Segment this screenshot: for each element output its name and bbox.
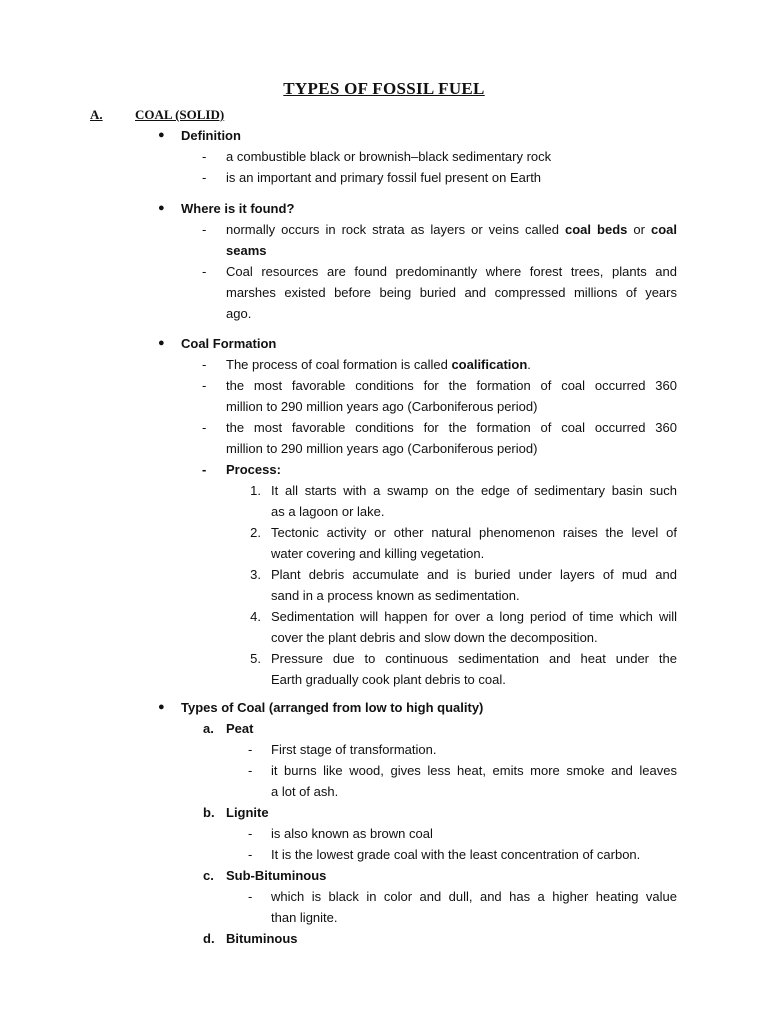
step-line: Plant debris accumulate and is buried under layers of mud and	[271, 567, 677, 582]
peat-item-line: it burns like wood, gives less heat, emits more smoke and leaves	[271, 763, 677, 778]
formation-item-line: million to 290 million years ago (Carboniferous period)	[226, 441, 538, 456]
where-block	[0, 198, 768, 324]
formation-item-line	[226, 354, 677, 375]
dash-marker: -	[202, 420, 207, 435]
type-name-lignite: Lignite	[226, 805, 269, 820]
definition-heading: Definition	[181, 128, 241, 143]
step-number: 1.	[250, 483, 261, 498]
step-line: cover the plant debris and slow down the decomposition.	[271, 630, 598, 645]
step-line: Pressure due to continuous sedimentation and heat under the	[271, 651, 677, 666]
where-item-line	[226, 240, 677, 261]
text-run: normally occurs in rock strata as layers or veins called	[226, 222, 566, 237]
type-letter: b.	[203, 805, 215, 820]
text-run: .	[527, 357, 531, 372]
dash-marker: -	[202, 149, 207, 164]
types-heading: Types of Coal (arranged from low to high quality)	[181, 700, 484, 715]
types-block	[0, 697, 768, 949]
section-letter: A.	[90, 107, 103, 122]
where-item-line: ago.	[226, 306, 252, 321]
dash-marker: -	[202, 462, 207, 477]
formation-heading: Coal Formation	[181, 336, 277, 351]
bold-term: coal	[650, 222, 677, 237]
step-line: water covering and killing vegetation.	[271, 546, 485, 561]
type-letter: a.	[203, 721, 214, 736]
peat-item-line: First stage of transformation.	[271, 742, 437, 757]
subbit-item-line: than lignite.	[271, 910, 338, 925]
bullet-icon: ●	[158, 202, 165, 214]
lignite-item-line: is also known as brown coal	[271, 826, 433, 841]
dash-marker: -	[202, 222, 207, 237]
formation-block	[0, 333, 768, 690]
step-line: Sedimentation will happen for over a long period of time which will	[271, 609, 677, 624]
type-name-peat: Peat	[226, 721, 254, 736]
dash-marker: -	[248, 847, 253, 862]
step-number: 5.	[250, 651, 261, 666]
bullet-icon: ●	[158, 337, 165, 349]
dash-marker: -	[248, 889, 253, 904]
type-letter: c.	[203, 868, 214, 883]
step-line: as a lagoon or lake.	[271, 504, 385, 519]
page-title: TYPES OF FOSSIL FUEL	[283, 79, 485, 98]
section-name: COAL (SOLID)	[135, 107, 225, 122]
dash-marker: -	[202, 357, 207, 372]
subbit-item-line: which is black in color and dull, and has a higher heating value	[271, 889, 677, 904]
bold-term: coal beds	[565, 222, 628, 237]
where-item-line	[226, 219, 677, 240]
dash-marker: -	[248, 763, 253, 778]
step-number: 2.	[250, 525, 261, 540]
lignite-item-line: It is the lowest grade coal with the least concentration of carbon.	[271, 847, 641, 862]
where-item-line: Coal resources are found predominantly where forest trees, plants and	[226, 264, 677, 279]
where-heading: Where is it found?	[181, 201, 295, 216]
type-name-sub-bituminous: Sub-Bituminous	[226, 868, 327, 883]
bullet-icon: ●	[158, 701, 165, 713]
dash-marker: -	[248, 742, 253, 757]
dash-marker: -	[202, 264, 207, 279]
process-label: Process:	[226, 462, 281, 477]
definition-item: is an important and primary fossil fuel present on Earth	[226, 170, 542, 185]
bullet-icon: ●	[158, 129, 165, 141]
step-line: Earth gradually cook plant debris to coal.	[271, 672, 506, 687]
text-run: or	[627, 222, 651, 237]
step-line: It all starts with a swamp on the edge of sedimentary basin such	[271, 483, 677, 498]
text-run: The process of coal formation is called	[226, 357, 452, 372]
section-heading	[90, 104, 224, 125]
formation-item-line: million to 290 million years ago (Carboniferous period)	[226, 399, 538, 414]
step-line: Tectonic activity or other natural phenomenon raises the level of	[271, 525, 677, 540]
definition-block	[0, 125, 768, 188]
where-item-line: marshes existed before being buried and compressed millions of years	[226, 285, 677, 300]
dash-marker: -	[248, 826, 253, 841]
formation-item-line: the most favorable conditions for the formation of coal occurred 360	[226, 420, 677, 435]
peat-item-line: a lot of ash.	[271, 784, 339, 799]
bold-term: seams	[226, 243, 267, 258]
formation-item-line: the most favorable conditions for the formation of coal occurred 360	[226, 378, 677, 393]
dash-marker: -	[202, 170, 207, 185]
step-number: 3.	[250, 567, 261, 582]
definition-item: a combustible black or brownish–black sedimentary rock	[226, 149, 552, 164]
step-number: 4.	[250, 609, 261, 624]
bold-term: coalification	[451, 357, 528, 372]
step-line: sand in a process known as sedimentation.	[271, 588, 520, 603]
type-letter: d.	[203, 931, 215, 946]
type-name-bituminous: Bituminous	[226, 931, 298, 946]
dash-marker: -	[202, 378, 207, 393]
